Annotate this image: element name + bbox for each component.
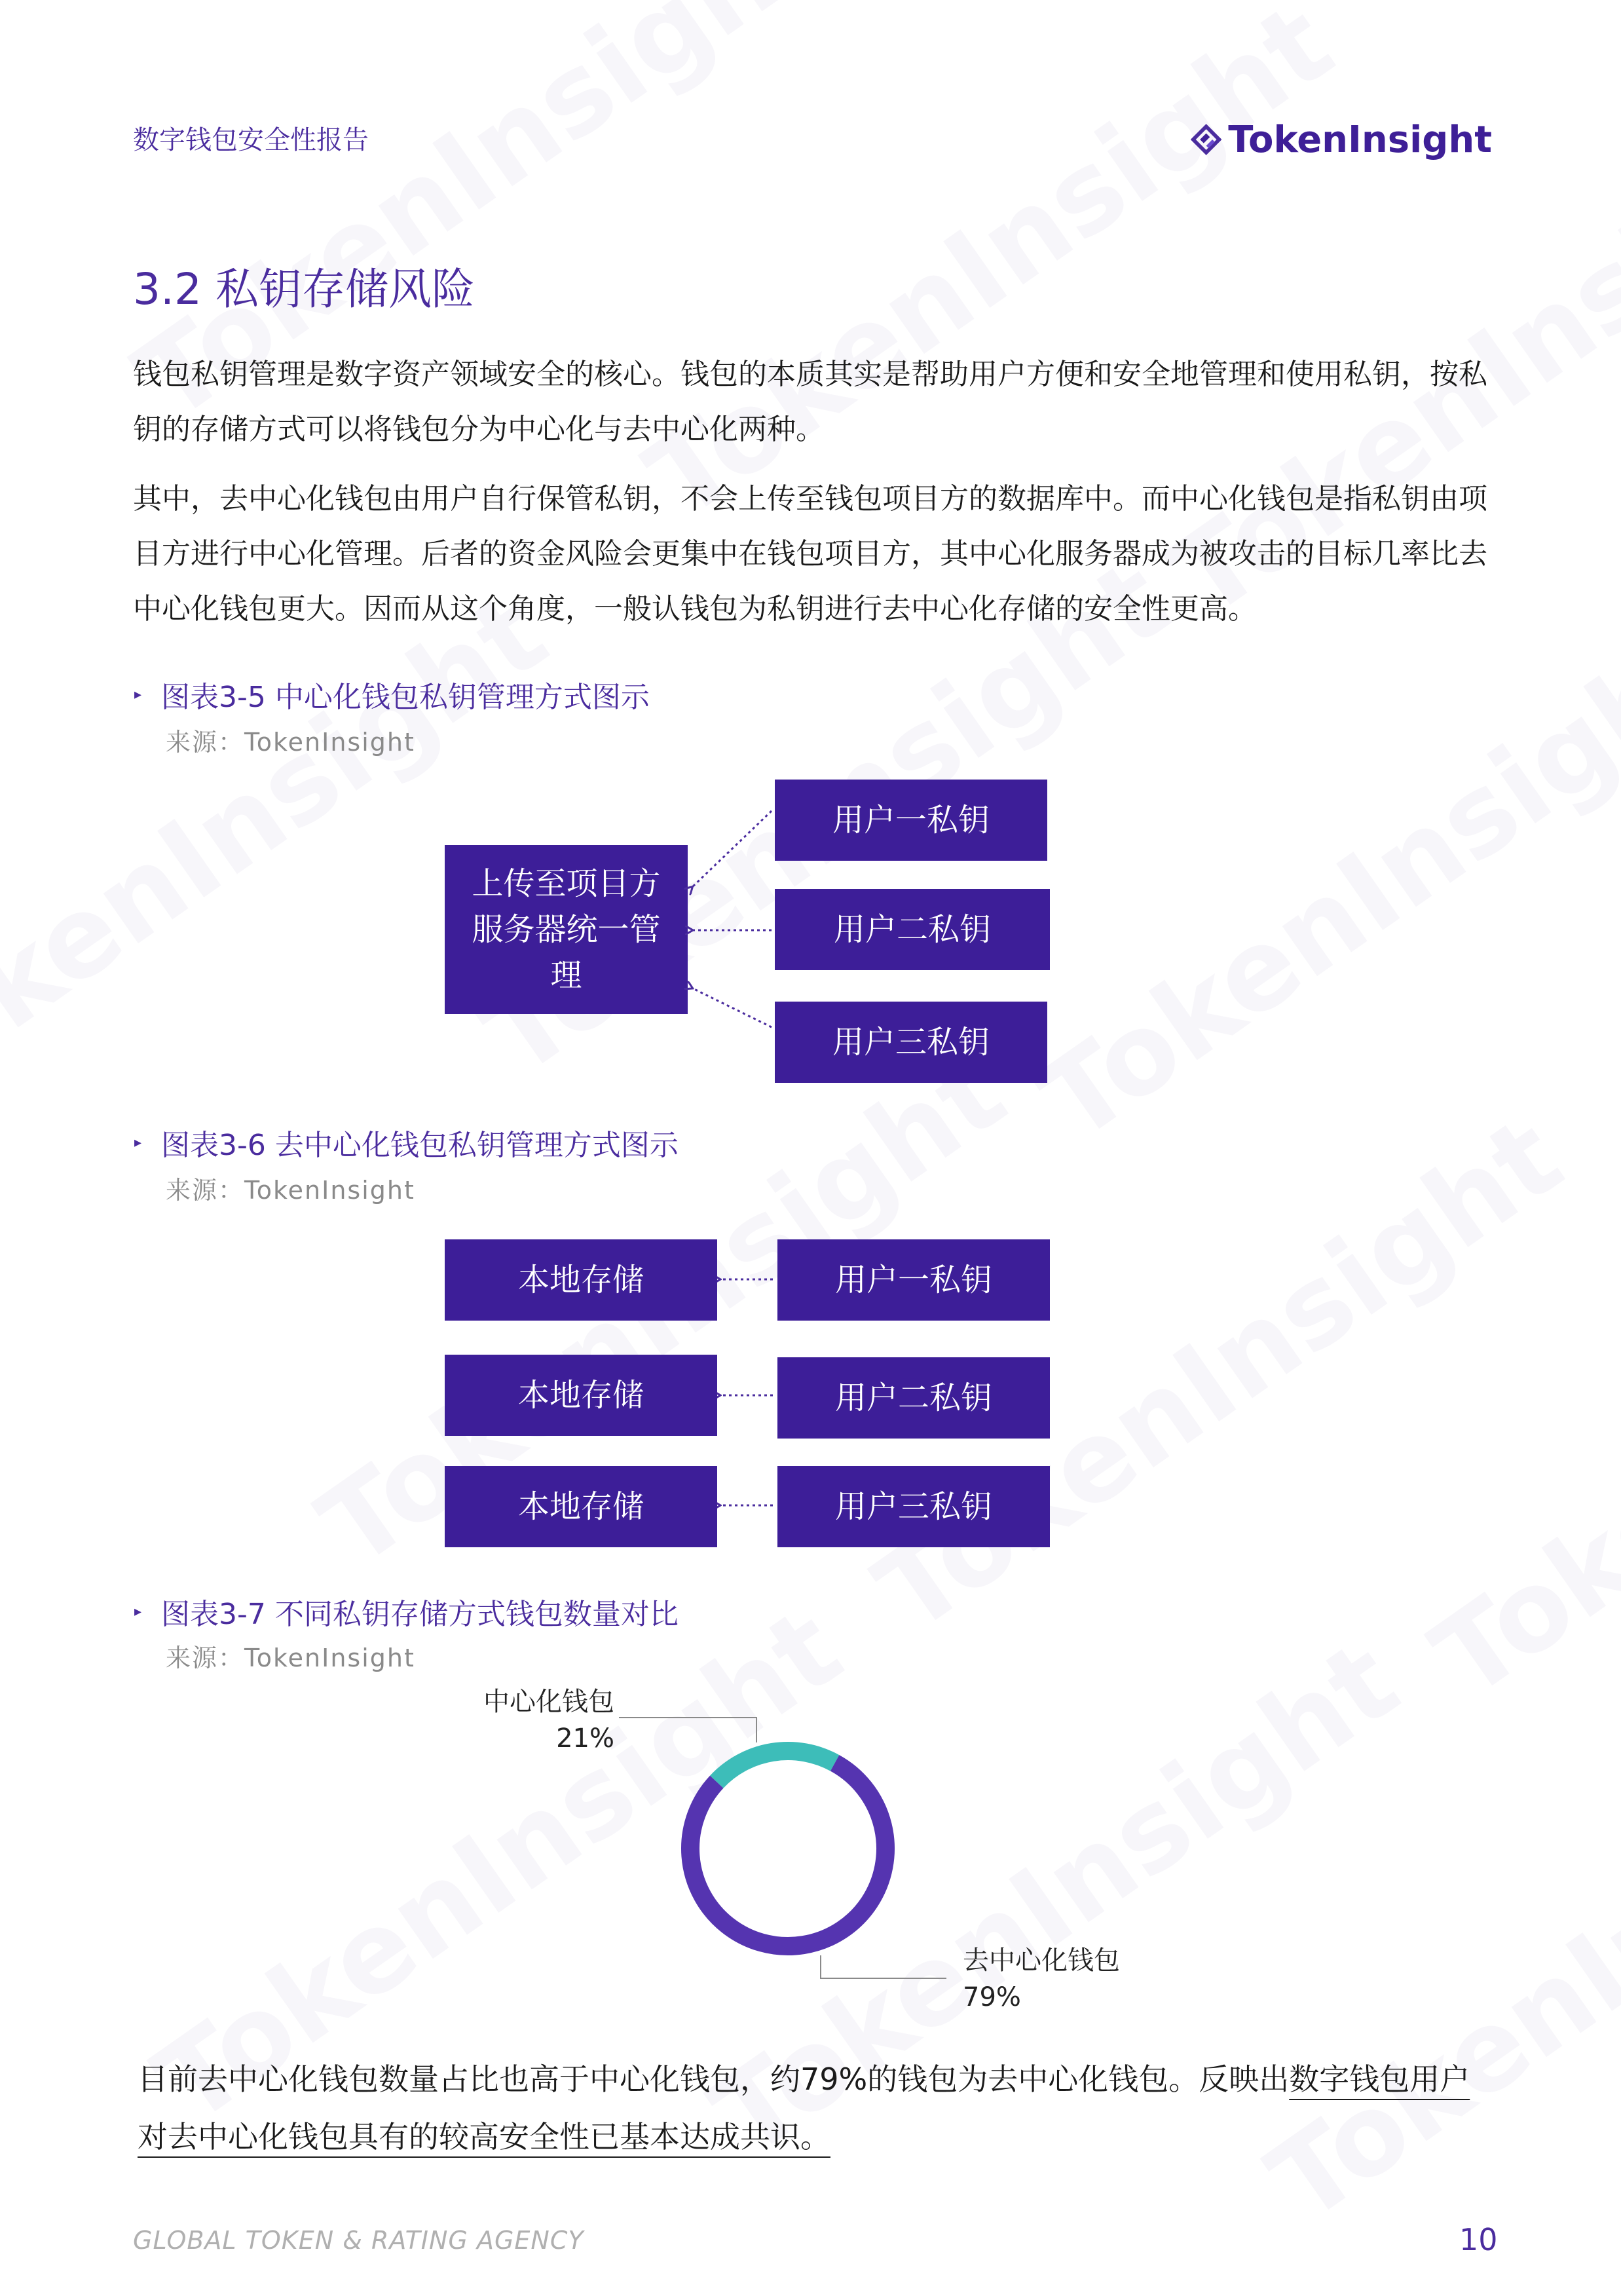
slice-value: 21%	[556, 1723, 614, 1754]
conclusion-highlight: 对去中心化钱包具有的较高安全性已基本达成共识。	[138, 2119, 830, 2155]
page-number: 10	[1459, 2222, 1498, 2257]
local-storage-box: 本地存储	[445, 1239, 717, 1321]
central-server-label: 上传至项目方服务器统一管理	[472, 865, 661, 994]
conclusion-text: 目前去中心化钱包数量占比也高于中心化钱包，约79%的钱包为去中心化钱包。反映出	[138, 2061, 1290, 2097]
local-storage-box: 本地存储	[445, 1466, 717, 1547]
slice-value: 79%	[963, 1982, 1021, 2012]
figure-source: 来源：TokenInsight	[166, 728, 415, 757]
section-title: 3.2 私钥存储风险	[133, 264, 475, 314]
leader-line	[619, 1718, 756, 1742]
slice-name: 中心化钱包	[483, 1687, 614, 1717]
paragraph-1: 钱包私钥管理是数字资产领域安全的核心。钱包的本质其实是帮助用户方便和安全地管理和使用私钥，按私钥的存储方式可以将钱包分为中心化与去中心化两种。	[133, 358, 1487, 446]
leader-line	[821, 1955, 946, 1978]
conclusion-highlight: 数字钱包用户	[1289, 2061, 1470, 2097]
donut-slice-decentralized	[690, 1763, 885, 1946]
figure-source: 来源：TokenInsight	[166, 1644, 415, 1672]
user-key-box: 用户三私钥	[775, 1002, 1047, 1083]
slice-name: 去中心化钱包	[963, 1946, 1120, 1976]
slice-label-centralized	[477, 1684, 614, 1757]
footer-agency: GLOBAL TOKEN & RATING AGENCY	[133, 2226, 584, 2255]
logo-text: TokenInsight	[1228, 118, 1492, 161]
bullet-triangle-icon: ▸	[134, 1603, 142, 1620]
bullet-triangle-icon: ▸	[134, 1134, 142, 1151]
user-key-box: 用户三私钥	[777, 1466, 1050, 1547]
user-key-box: 用户一私钥	[775, 780, 1047, 861]
slice-label-decentralized	[963, 1942, 1120, 2016]
user-key-box: 用户二私钥	[775, 889, 1050, 970]
donut-slice-centralized	[717, 1751, 834, 1782]
conclusion-paragraph	[138, 2050, 1506, 2166]
local-storage-box: 本地存储	[445, 1355, 717, 1436]
user-key-box: 用户二私钥	[777, 1357, 1050, 1439]
figure-caption: 图表3-6 去中心化钱包私钥管理方式图示	[161, 1129, 679, 1162]
figure-caption: 图表3-5 中心化钱包私钥管理方式图示	[161, 681, 650, 714]
report-title: 数字钱包安全性报告	[133, 125, 369, 155]
user-key-box: 用户一私钥	[777, 1239, 1050, 1321]
figure-source: 来源：TokenInsight	[166, 1176, 415, 1205]
figure-caption: 图表3-7 不同私钥存储方式钱包数量对比	[161, 1598, 679, 1631]
paragraph-2: 其中，去中心化钱包由用户自行保管私钥，不会上传至钱包项目方的数据库中。而中心化钱包是指私钥由项目方进行中心化管理。后者的资金风险会更集中在钱包项目方，其中心化服务器成为被攻击的目标几率比去中心化钱包更大。因而从这个角度，一般认钱包为私钥进行去中心化存储的安全性更高。	[133, 482, 1487, 626]
bullet-triangle-icon: ▸	[134, 686, 142, 703]
